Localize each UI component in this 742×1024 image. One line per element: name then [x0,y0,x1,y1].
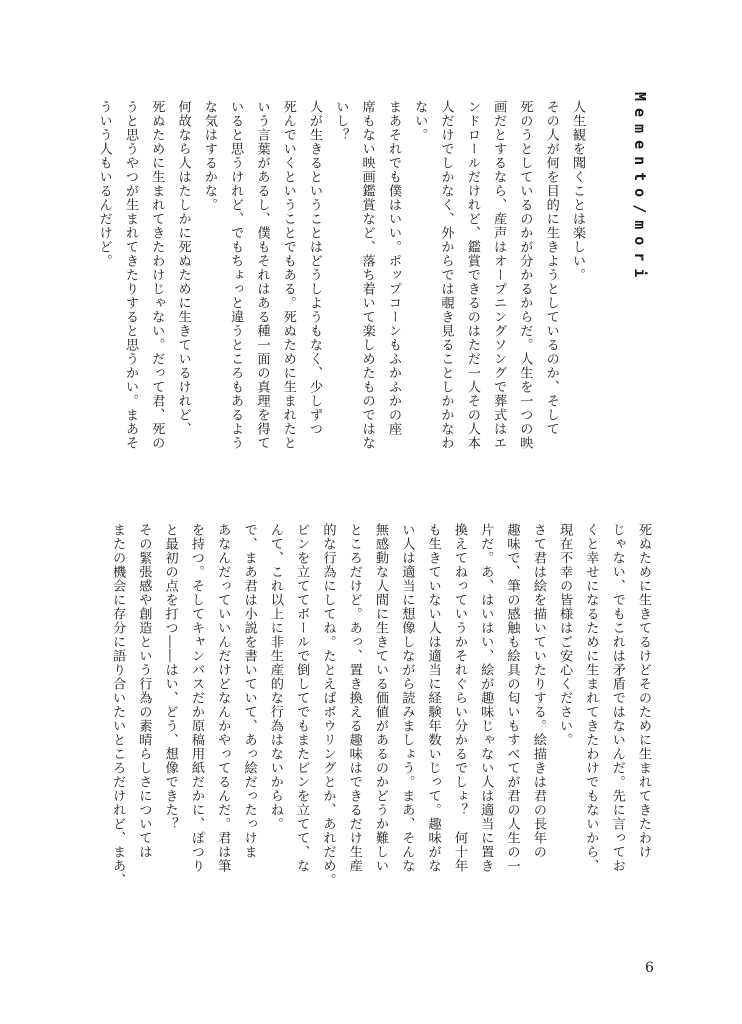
text-line: さて君は絵を描いていたりする。絵描きは君の長年の [530,523,546,859]
text-line: 無感動な人間に生きている価値があるのかどうか難しい [373,523,389,873]
text-line: その人が何を目的に生きようとしているのか、そして [543,100,559,436]
text-line: いると思うけれど、でもちょっと違うところもあるよう [228,100,244,450]
text-line: と最初の点を打つ――はい、どう、想像できた？ [162,523,178,831]
text-line: じゃない、でもこれは矛盾ではないんだ。先に言ってお [609,523,625,873]
text-line: まあそれでも僕はいい。ポップコーンもふかふかの座 [385,100,401,436]
text-line: な気はするかな。 [201,100,217,212]
text-line: 死ぬために生まれてきたわけじゃない。だって君、死の [149,100,165,450]
text-line: 死んでいくということでもある。死ぬために生まれたと [280,100,296,450]
lower-text-block [76,523,656,919]
text-line: も生きていない人は適当に経験年数いじって。趣味がな [425,523,441,873]
text-line: ピンを立ててボールで倒してでもまたピンを立てて、な [294,523,310,873]
text-line: 現在不幸の皆様はご安心ください。 [557,523,573,747]
text-line: いし？ [333,100,349,142]
text-line: ところだけど。あっ、置き換える趣味はできるだけ生産 [346,523,362,873]
page-number: 6 [645,960,654,976]
text-line: 画だとするなら、産声はオープニングソングで葬式はエ [491,100,507,450]
text-line: 死のうとしているのかが分かるからだ。人生を一つの映 [517,100,533,450]
text-line: 趣味で、筆の感触も絵具の匂いもすべてが君の人生の一 [504,523,520,873]
text-line: 的な行為にしてね。たとえばボウリングとか、あれだめ。 [320,523,336,887]
chapter-title: Memento/mori [631,92,649,285]
text-line: くと幸せになるために生まれてきたわけでもないから、 [583,523,599,873]
upper-text-block [96,100,590,492]
text-line: いう言葉があるし、僕もそれはある種一面の真理を得て [254,100,270,450]
text-line: またの機会に存分に語り合いたいところだけれど、まあ、 [110,523,126,887]
text-line: で、まあ君は小説を書いていて、あっ絵だったっけま [241,523,257,859]
text-line: 死ぬために生きてるけどそのために生まれてきたわけ [636,523,651,859]
text-line: 人生観を聞くことは楽しい。 [570,100,585,282]
text-line: その緊張感や創造という行為の素晴らしさについては [136,523,152,859]
text-line: ンドロールだけれど、鑑賞できるのはただ一人その人本 [464,100,480,450]
text-line: 席もない映画鑑賞など、落ち着いて楽しめたものではな [359,100,375,450]
text-line: 人が生きるということはどうしようもなく、少しずつ [307,100,323,436]
text-line: 何故なら人はたしかに死ぬために生きているけれど、 [175,100,191,436]
text-line: を持つ。そしてキャンバスだか原稿用紙だかに、ぽつり [188,523,204,873]
text-line: い人は適当に想像しながら読みましょう。まあ、そんな [399,523,415,873]
text-line: んて、これ以上に非生産的な行為はないからね。 [267,523,283,831]
text-line: ういう人もいるんだけど。 [96,100,112,268]
text-line: 換えてねっていうかそれぐらい分かるでしょ？ 何十年 [451,523,467,873]
text-line: 人だけでしかなく、外からでは覗き見ることしかかなわ [438,100,454,450]
text-line: ない。 [412,100,428,142]
text-line: 片だ。あ、はいはい、絵が趣味じゃない人は適当に置き [478,523,494,873]
text-line: あなんだっていいんだけどなんかやってるんだ。君は筆 [215,523,231,873]
text-line: うと思うやつが生まれてきたりすると思うかい。まあそ [122,100,138,450]
